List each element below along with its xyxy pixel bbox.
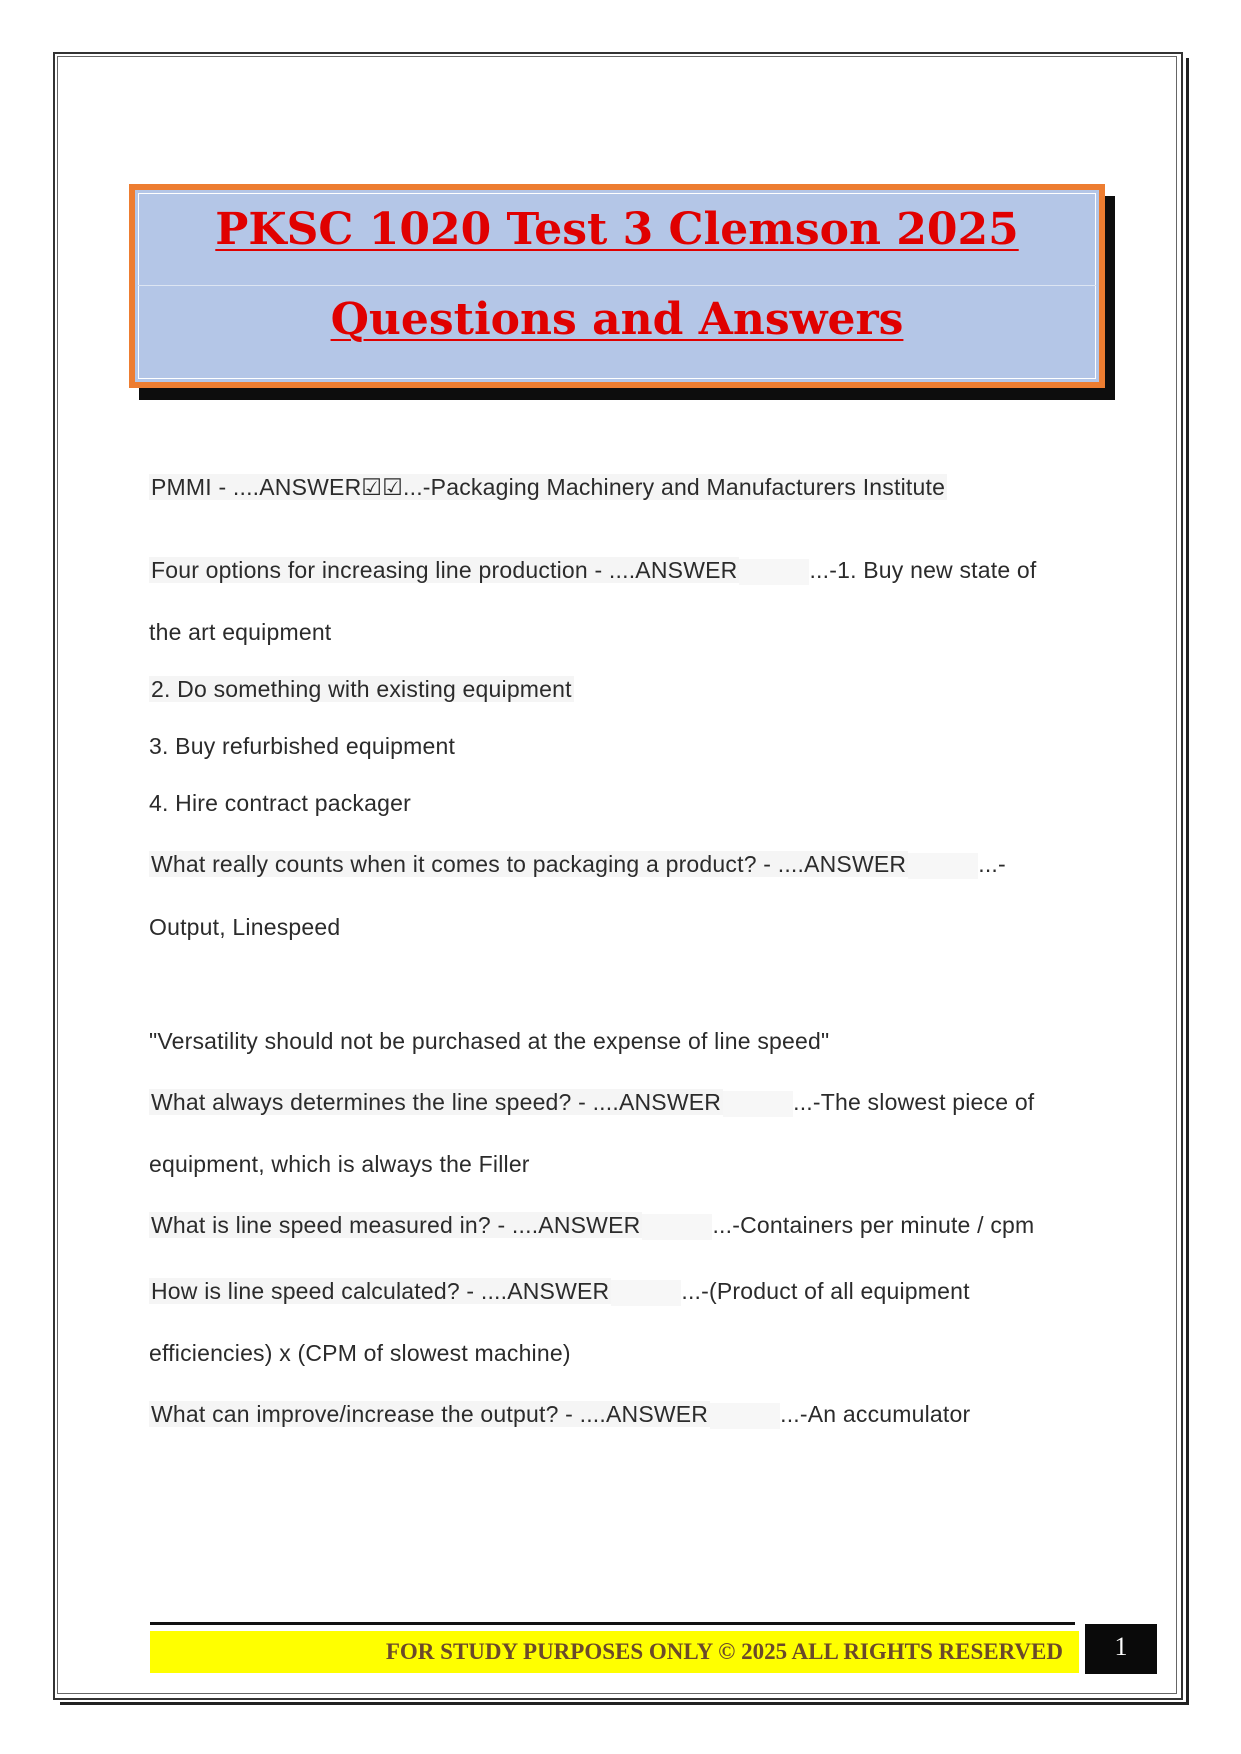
qa-line: What really counts when it comes to packaging a product? - ....ANSWER ...-: [151, 851, 1006, 877]
qa-line: the art equipment: [149, 619, 332, 645]
document-title-line1: PKSC 1020 Test 3 Clemson 2025: [215, 204, 1019, 255]
qa-line: Four options for increasing line production - ....ANSWER ...-1. Buy new state of: [151, 557, 1037, 583]
qa-line: 2. Do something with existing equipment: [151, 676, 572, 702]
qa-line: What is line speed measured in? - ....ANSWER ...-Containers per minute / cpm: [151, 1212, 1035, 1238]
qa-line: What always determines the line speed? - ....ANSWER ...-The slowest piece of: [151, 1089, 1035, 1115]
qa-line: PMMI - ....ANSWER☑☑...-Packaging Machinery and Manufacturers Institute: [151, 474, 946, 500]
footer-text: FOR STUDY PURPOSES ONLY © 2025 ALL RIGHTS RESERVED: [385, 1639, 1063, 1664]
qa-line: equipment, which is always the Filler: [149, 1151, 530, 1177]
qa-line: How is line speed calculated? - ....ANSWER ...-(Product of all equipment: [151, 1278, 970, 1304]
qa-line: "Versatility should not be purchased at the expense of line speed": [149, 1028, 830, 1054]
qa-line: Output, Linespeed: [149, 914, 341, 940]
document-title-line2: Questions and Answers: [330, 294, 904, 345]
title-box: [129, 184, 1105, 388]
qa-line: What can improve/increase the output? - ....ANSWER ...-An accumulator: [151, 1401, 971, 1427]
qa-line: 3. Buy refurbished equipment: [149, 733, 456, 759]
qa-line: 4. Hire contract packager: [149, 790, 411, 816]
footer-bar: [150, 1631, 1079, 1673]
page-number: 1: [1085, 1624, 1157, 1674]
qa-line: efficiencies) x (CPM of slowest machine): [149, 1340, 571, 1366]
title-divider: [138, 285, 1096, 286]
footer-rule: [150, 1622, 1075, 1625]
